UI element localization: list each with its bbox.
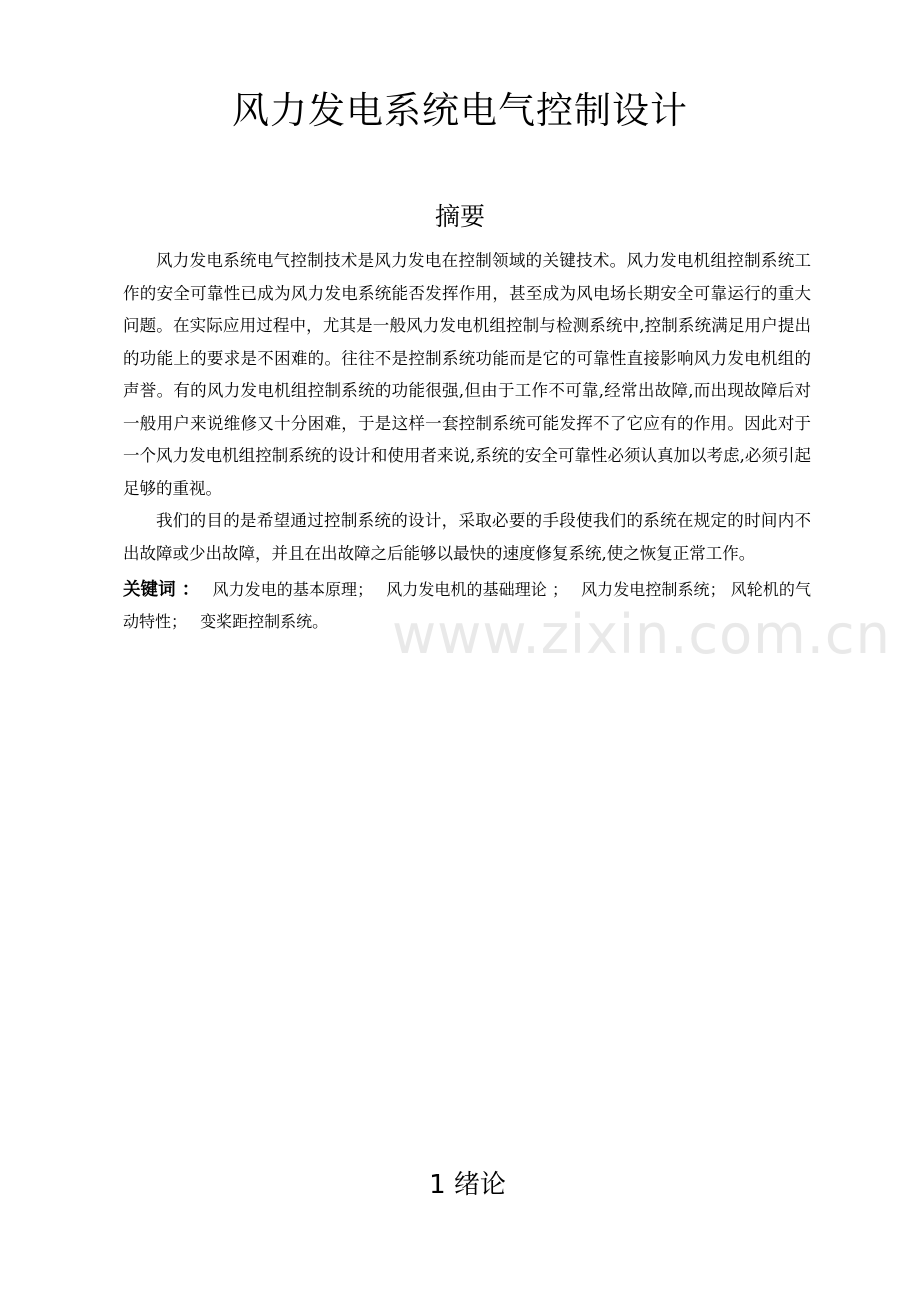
keywords-line — [123, 574, 811, 638]
abstract-heading: 摘要 — [434, 202, 485, 231]
abstract-paragraph-1: 风力发电系统电气控制技术是风力发电在控制领域的关键技术。风力发电机组控制系统工作的安全可靠性已成为风力发电系统能否发挥作用，甚至成为风电场长期安全可靠运行的重大问题。在实际应用过程中，尤其是一般风力发电机组控制与检测系统中,控制系统满足用户提出的功能上的要求是不困难的。往往不是控制系统功能而是它的可靠性直接影响风力发电机组的声誉。有的风力发电机组控制系统的功能很强,但由于工作不可靠,经常出故障,而出现故障后对一般用户来说维修又十分困难，于是这样一套控制系统可能发挥不了它应有的作用。因此对于一个风力发电机组控制系统的设计和使用者来说,系统的安全可靠性必须认真加以考虑,必须引起足够的重视。 — [123, 251, 811, 498]
keyword-item: 风轮机的气动特性； — [123, 580, 811, 631]
abstract-paragraph-2: 我们的目的是希望通过控制系统的设计，采取必要的手段使我们的系统在规定的时间内不出故障或少出故障，并且在出故障之后能够以最快的速度修复系统,使之恢复正常工作。 — [123, 511, 811, 563]
keyword-item: 风力发电机的基础理论 ； — [386, 580, 568, 599]
keyword-item: 风力发电的基本原理； — [212, 580, 374, 599]
abstract-body — [123, 245, 811, 638]
keyword-item: 变桨距控制系统。 — [200, 612, 329, 631]
keyword-item: 风力发电控制系统； — [581, 580, 726, 599]
document-title: 风力发电系统电气控制设计 — [232, 89, 688, 132]
keywords-label: 关键词 ： — [123, 580, 200, 600]
watermark: www.zixin.com.cn — [392, 603, 891, 666]
chapter-heading: 1 绪论 — [429, 1170, 506, 1200]
